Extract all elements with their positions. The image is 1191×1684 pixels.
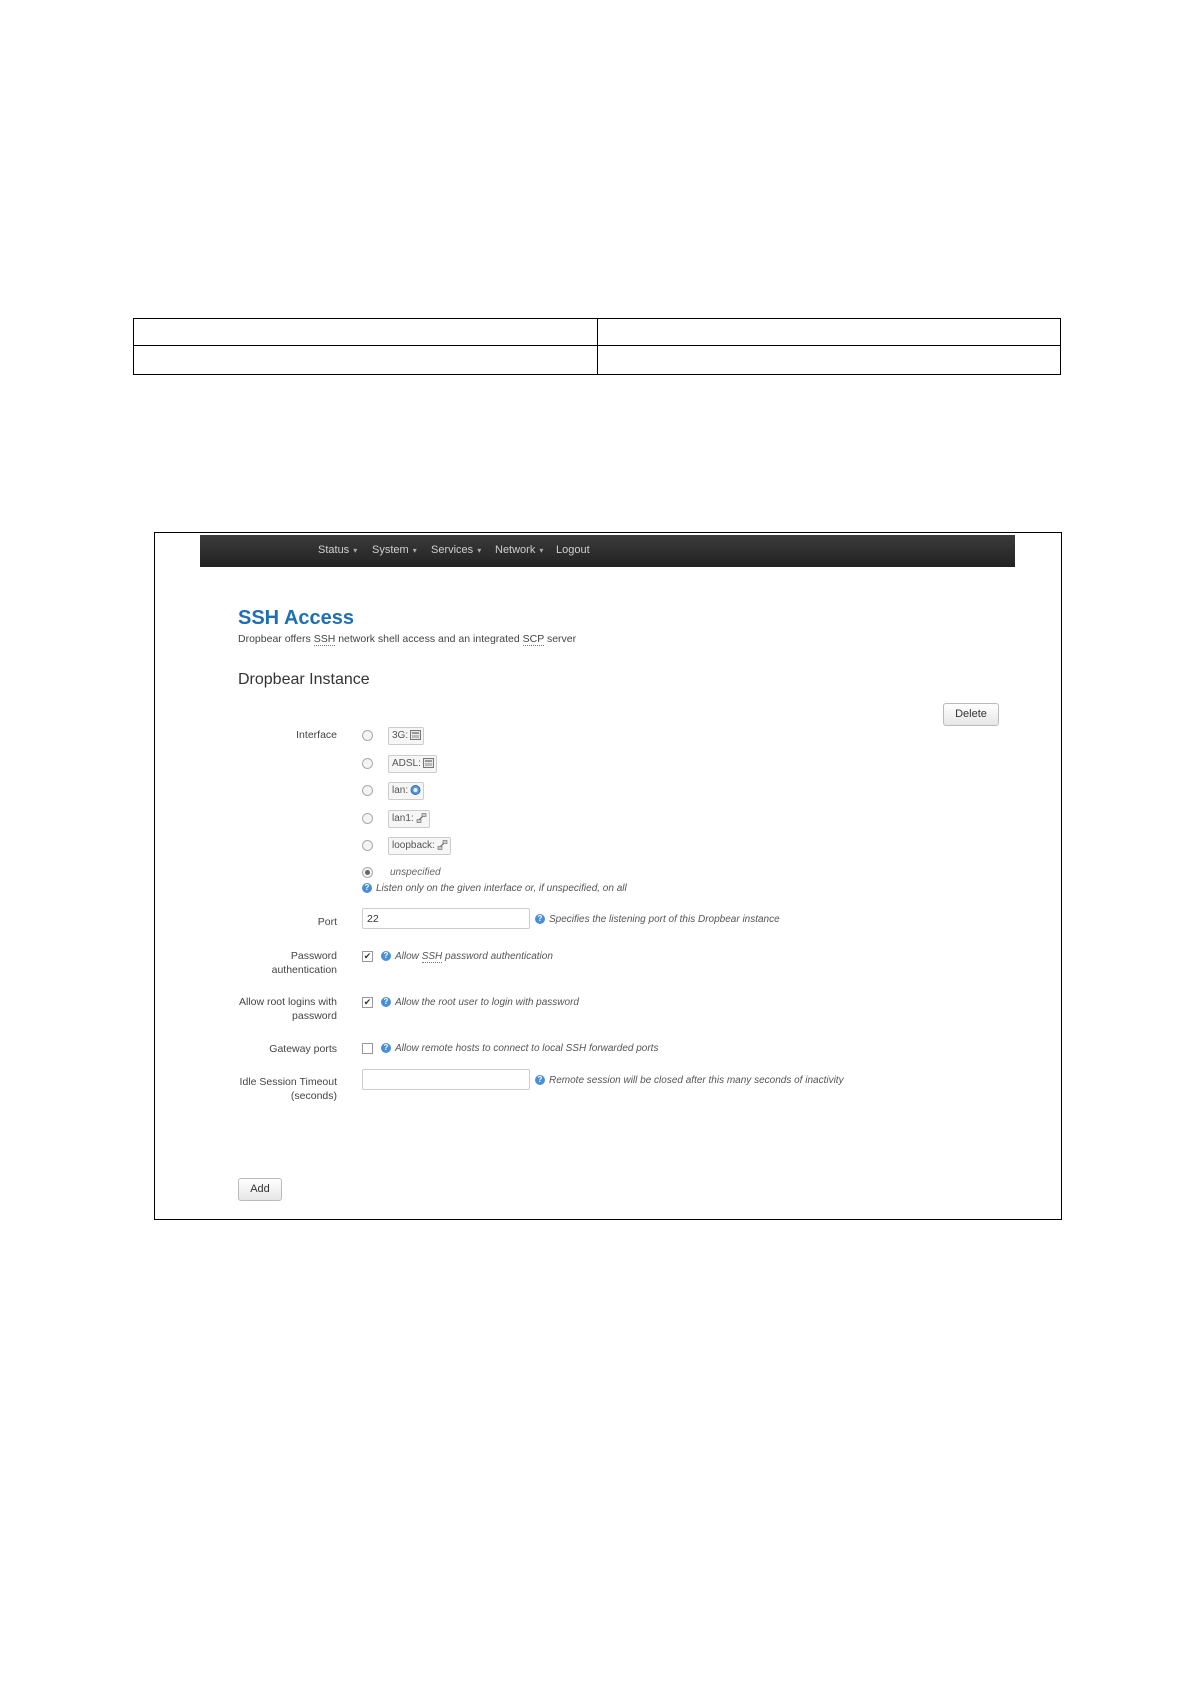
network-icon (423, 758, 434, 768)
interface-radio-unspecified[interactable] (362, 867, 373, 878)
nav-logout[interactable]: Logout (556, 544, 590, 556)
table-row (134, 346, 1061, 375)
network-icon (410, 730, 421, 740)
add-button[interactable]: Add (238, 1178, 282, 1201)
help-icon: ? (381, 951, 391, 961)
interface-option-unspecified[interactable]: unspecified (390, 867, 441, 878)
interface-option-loopback[interactable]: loopback: (388, 837, 451, 855)
idle-timeout-input[interactable] (362, 1069, 530, 1090)
root-login-help: ? Allow the root user to login with password (381, 997, 579, 1008)
port-help: ? Specifies the listening port of this Dropbear instance (535, 914, 780, 925)
root-login-label: Allow root logins with password (238, 996, 337, 1022)
help-icon: ? (535, 914, 545, 924)
gateway-ports-label: Gateway ports (269, 1043, 337, 1055)
interface-option-3g[interactable]: 3G: (388, 727, 424, 745)
chevron-down-icon: ▾ (412, 546, 417, 555)
chevron-down-icon: ▾ (477, 546, 482, 555)
help-icon: ? (362, 883, 372, 893)
password-auth-help: ? Allow SSH password authentication (381, 951, 553, 962)
top-navbar (200, 535, 1015, 567)
screenshot-frame (154, 532, 1062, 1220)
nav-system[interactable]: System ▾ (372, 544, 417, 556)
interface-radio-3g[interactable] (362, 730, 373, 741)
interface-label: Interface (296, 729, 337, 741)
password-auth-label: Password authentication (271, 950, 337, 976)
interface-option-lan[interactable]: lan: (388, 782, 424, 800)
interface-radio-adsl[interactable] (362, 758, 373, 769)
help-icon: ? (381, 997, 391, 1007)
interface-option-lan1[interactable]: lan1: (388, 810, 430, 828)
table-cell (597, 346, 1061, 375)
page-title: SSH Access (238, 607, 354, 629)
nav-network[interactable]: Network ▾ (495, 544, 544, 556)
disabled-icon (416, 813, 427, 823)
help-icon: ? (381, 1043, 391, 1053)
gateway-ports-help: ? Allow remote hosts to connect to local SSH forwarded ports (381, 1043, 658, 1054)
gateway-ports-checkbox[interactable] (362, 1043, 373, 1054)
table-row (134, 319, 1061, 346)
section-title: Dropbear Instance (238, 671, 370, 688)
interface-radio-lan1[interactable] (362, 813, 373, 824)
root-login-checkbox[interactable]: ✔ (363, 997, 372, 1007)
chevron-down-icon: ▾ (539, 546, 544, 555)
table-cell (597, 319, 1061, 346)
port-input[interactable] (362, 908, 530, 929)
idle-timeout-help: ? Remote session will be closed after this many seconds of inactivity (535, 1075, 844, 1086)
disabled-icon (437, 840, 448, 850)
interface-radio-loopback[interactable] (362, 840, 373, 851)
nav-services[interactable]: Services ▾ (431, 544, 482, 556)
table-cell (134, 319, 598, 346)
idle-timeout-label: Idle Session Timeout (seconds) (239, 1076, 337, 1102)
chevron-down-icon: ▾ (353, 546, 358, 555)
empty-table (133, 318, 1061, 375)
help-icon: ? (535, 1075, 545, 1085)
ethernet-icon (410, 785, 421, 795)
interface-radio-lan[interactable] (362, 785, 373, 796)
table-cell (134, 346, 598, 375)
delete-button[interactable]: Delete (943, 703, 999, 726)
password-auth-checkbox[interactable]: ✔ (363, 951, 372, 961)
page-description: Dropbear offers SSH network shell access and an integrated SCP server (238, 633, 577, 645)
nav-status[interactable]: Status ▾ (318, 544, 358, 556)
interface-option-adsl[interactable]: ADSL: (388, 755, 437, 773)
port-label: Port (317, 916, 337, 928)
interface-help: ? Listen only on the given interface or, if unspecified, on all (362, 883, 627, 894)
